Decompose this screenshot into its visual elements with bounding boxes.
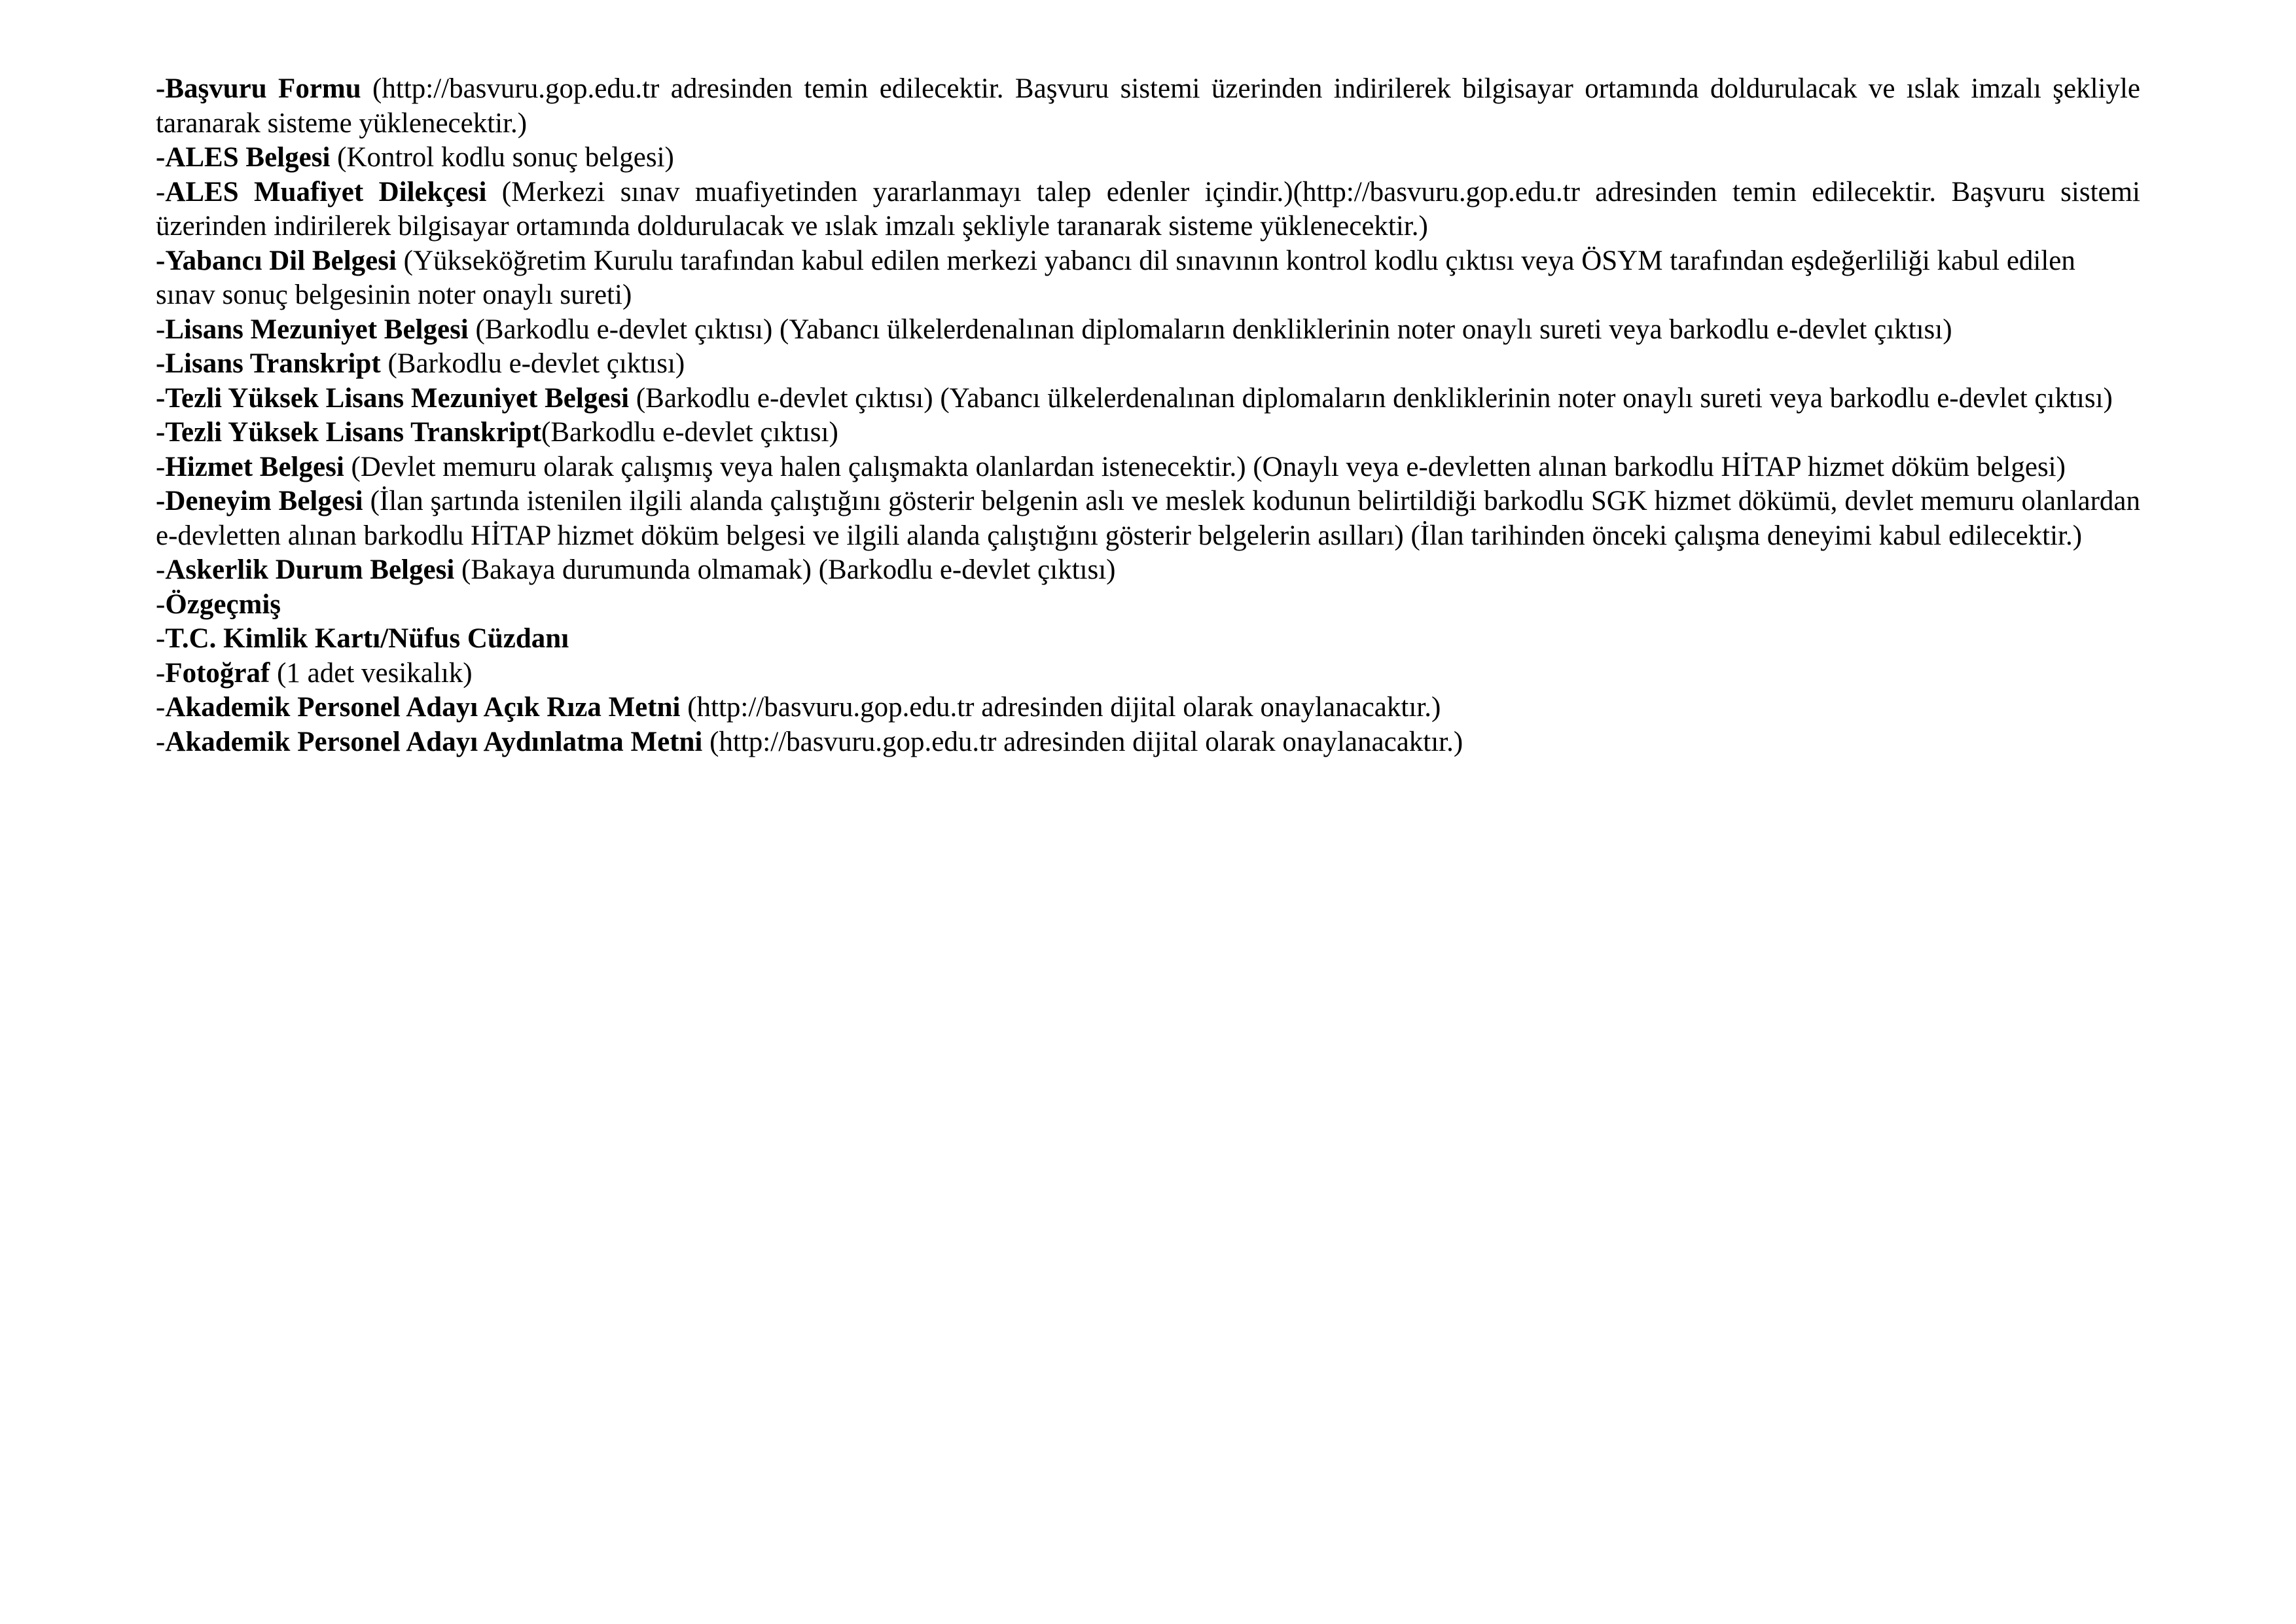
- item-label: Akademik Personel Adayı Aydınlatma Metni: [165, 726, 703, 757]
- list-item-deneyim-belgesi: [156, 484, 2140, 553]
- list-item-kimlik: [156, 622, 2140, 657]
- item-description: (http://basvuru.gop.edu.tr adresinden dijital olarak onaylanacaktır.): [709, 726, 1463, 757]
- item-description: (İlan şartında istenilen ilgili alanda çalıştığını gösterir belgenin aslı ve meslek kodunun belirtildiği barkodlu SGK hizmet dökümü, devlet memuru olanlardan e-devletten alınan barkodlu HİTAP hizmet döküm belgesi ve ilgili alanda çalıştığını gösterir belgelerin asılları) (İlan tarihinden önceki çalışma deneyimi kabul edilecektir.): [156, 486, 2140, 551]
- item-label: Yabancı Dil Belgesi: [165, 245, 397, 276]
- list-item-askerlik: [156, 553, 2140, 588]
- item-separator: [397, 245, 404, 276]
- list-item-yl-mezuniyet: [156, 382, 2140, 416]
- item-prefix: -: [156, 314, 166, 345]
- item-separator: [361, 73, 372, 104]
- list-item-lisans-transkript: [156, 347, 2140, 382]
- item-prefix: -: [156, 554, 166, 585]
- item-separator: [363, 486, 370, 516]
- item-label: Askerlik Durum Belgesi: [165, 554, 455, 585]
- item-separator: [381, 348, 388, 379]
- item-separator: [454, 554, 461, 585]
- item-label: Özgeçmiş: [165, 588, 281, 620]
- item-description: (Barkodlu e-devlet çıktısı) (Yabancı ülkelerdenalınan diplomaların denkliklerinin noter onaylı sureti veya barkodlu e-devlet çıktısı): [636, 382, 2113, 414]
- list-item-yl-transkript: [156, 416, 2140, 450]
- item-prefix: -: [156, 417, 166, 448]
- item-description: (Barkodlu e-devlet çıktısı): [541, 417, 838, 448]
- item-description: (Merkezi sınav muafiyetinden yararlanmayı talep edenler içindir.)(http://basvuru.gop.edu.tr adresinden temin edilecektir. Başvuru sistemi üzerinden indirilerek bilgisayar ortamında doldurulacak ve ıslak imzalı şekliyle taranarak sisteme yüklenecektir.): [156, 176, 2140, 242]
- item-description: (Devlet memuru olarak çalışmış veya halen çalışmakta olanlardan istenecektir.) (Onaylı veya e-devletten alınan barkodlu HİTAP hizmet döküm belgesi): [351, 451, 2066, 482]
- item-label: Başvuru Formu: [165, 73, 361, 104]
- item-prefix: -: [156, 588, 166, 620]
- item-separator: [629, 383, 636, 414]
- list-item-acik-riza: [156, 691, 2140, 725]
- item-prefix: -: [156, 176, 166, 208]
- item-label: Lisans Transkript: [165, 348, 381, 379]
- list-item-basvuru-formu: [156, 72, 2140, 141]
- list-item-aydinlatma: [156, 725, 2140, 760]
- list-item-fotograf: [156, 657, 2140, 691]
- list-item-hizmet-belgesi: [156, 450, 2140, 485]
- item-separator: [486, 177, 501, 208]
- item-description: (Yükseköğretim Kurulu tarafından kabul edilen merkezi yabancı dil sınavının kontrol kodlu çıktısı veya ÖSYM tarafından eşdeğerliliği kabul edilen sınav sonuç belgesinin noter onaylı sureti): [156, 245, 2075, 310]
- item-prefix: -: [156, 73, 166, 104]
- document-body: [156, 72, 2140, 759]
- item-description: (http://basvuru.gop.edu.tr adresinden temin edilecektir. Başvuru sistemi üzerinden indirilerek bilgisayar ortamında doldurulacak ve ıslak imzalı şekliyle taranarak sisteme yüklenecektir.): [156, 73, 2141, 139]
- item-prefix: -: [156, 692, 166, 723]
- list-item-ozgecmis: [156, 588, 2140, 623]
- item-separator: [702, 727, 709, 757]
- list-item-lisans-mezuniyet: [156, 313, 2140, 348]
- item-prefix: -: [156, 623, 166, 654]
- list-item-ales-muafiyet: [156, 175, 2140, 244]
- item-prefix: -: [156, 348, 166, 379]
- item-label: ALES Muafiyet Dilekçesi: [165, 176, 487, 208]
- item-description: (Barkodlu e-devlet çıktısı) (Yabancı ülkelerdenalınan diplomaların denkliklerinin noter onaylı sureti veya barkodlu e-devlet çıktısı): [475, 314, 1952, 345]
- item-prefix: -: [156, 245, 166, 276]
- item-separator: [270, 658, 277, 689]
- list-item-ales-belgesi: [156, 141, 2140, 175]
- item-description: (http://basvuru.gop.edu.tr adresinden dijital olarak onaylanacaktır.): [687, 692, 1441, 723]
- item-separator: [469, 314, 476, 345]
- item-label: Akademik Personel Adayı Açık Rıza Metni: [165, 692, 681, 723]
- item-label: Tezli Yüksek Lisans Transkript: [165, 417, 542, 448]
- item-label: Tezli Yüksek Lisans Mezuniyet Belgesi: [165, 382, 630, 414]
- item-label: Hizmet Belgesi: [165, 451, 344, 482]
- item-prefix: -: [156, 657, 166, 689]
- list-item-yabanci-dil: [156, 244, 2140, 313]
- item-separator: [344, 452, 351, 482]
- item-label: Deneyim Belgesi: [165, 486, 363, 516]
- item-separator: [680, 692, 687, 723]
- item-prefix: -: [156, 726, 166, 757]
- item-description: (1 adet vesikalık): [277, 657, 473, 689]
- item-label: ALES Belgesi: [165, 142, 331, 173]
- item-prefix: -: [156, 486, 166, 516]
- item-description: (Bakaya durumunda olmamak) (Barkodlu e-devlet çıktısı): [461, 554, 1116, 585]
- item-label: Lisans Mezuniyet Belgesi: [165, 314, 469, 345]
- item-description: (Kontrol kodlu sonuç belgesi): [337, 142, 674, 173]
- item-label: T.C. Kimlik Kartı/Nüfus Cüzdanı: [165, 623, 569, 654]
- item-prefix: -: [156, 142, 166, 173]
- item-prefix: -: [156, 382, 166, 414]
- item-separator: [330, 142, 337, 173]
- item-label: Fotoğraf: [165, 657, 270, 689]
- item-description: (Barkodlu e-devlet çıktısı): [387, 348, 685, 379]
- item-prefix: -: [156, 451, 166, 482]
